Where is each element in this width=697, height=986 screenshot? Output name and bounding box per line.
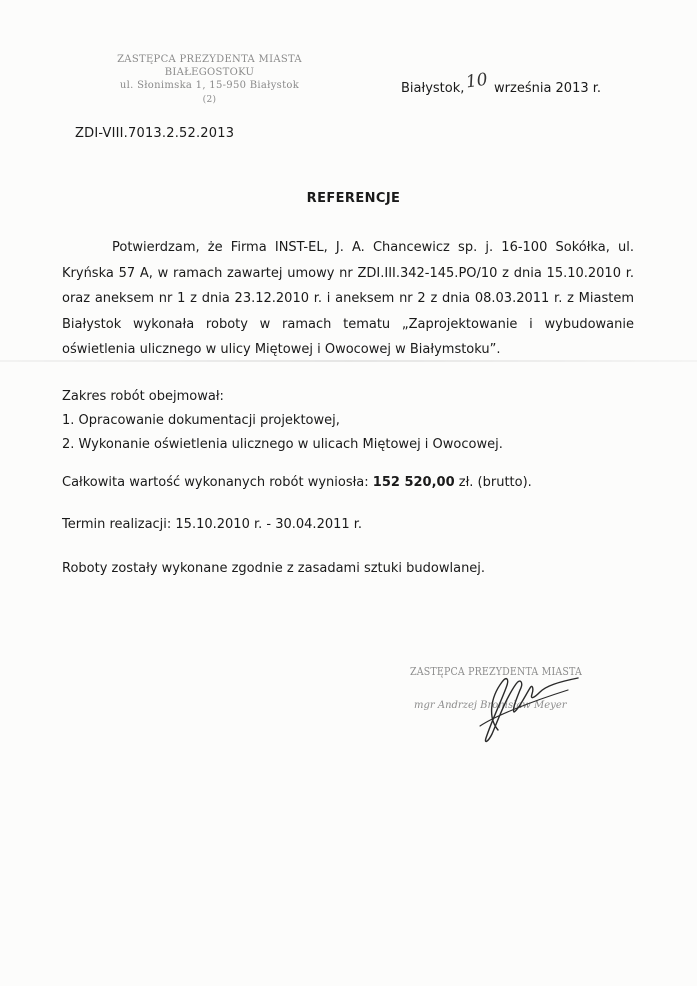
place-and-date <box>401 69 602 97</box>
stamp-line-address: ul. Słonimska 1, 15-950 Białystok <box>119 80 300 91</box>
scope-of-works <box>62 385 503 457</box>
total-amount: 152 520,00 <box>372 475 455 490</box>
total-value-line <box>62 475 532 490</box>
month-year-text: września 2013 r. <box>494 81 602 96</box>
total-suffix: zł. (brutto). <box>458 475 532 490</box>
place-text: Białystok, <box>401 81 465 96</box>
office-stamp <box>112 53 307 107</box>
reference-number: ZDI-VIII.7013.2.52.2013 <box>75 126 235 141</box>
stamp-line-title: ZASTĘPCA PREZYDENTA MIASTA <box>117 54 302 65</box>
handwritten-day: 10 <box>465 69 490 93</box>
signature-stroke <box>485 678 578 741</box>
realization-term: Termin realizacji: 15.10.2010 r. - 30.04.2011 r. <box>62 517 363 532</box>
signature-stamp-name: mgr Andrzej Bronisław Meyer <box>414 700 567 711</box>
scope-heading: Zakres robót obejmował: <box>62 389 224 404</box>
document-title: REFERENCJE <box>306 191 401 206</box>
handwritten-signature <box>440 668 590 748</box>
confirmation-paragraph: Potwierdzam, że Firma INST-EL, J. A. Chancewicz sp. j. 16-100 Sokółka, ul. Kryńska 57 A, w ramach zawartej umowy nr ZDI.III.342-145.PO/10 z dnia 15.10.2010 r. oraz aneksem nr 1 z dnia 23.12.2010 r. i aneksem nr 2 z dnia 08.03.2011 r. z Miastem Białystok wykonała roboty w ramach tematu „Zaprojektowanie i wybudowanie oświetlenia ulicznego w ulicy Miętowej i Owocowej w Białymstoku”. <box>62 240 634 357</box>
scope-item: 1. Opracowanie dokumentacji projektowej, <box>62 413 340 428</box>
stamp-line-city: BIAŁEGOSTOKU <box>164 67 255 78</box>
stamp-number: (2) <box>202 95 217 105</box>
total-prefix: Całkowita wartość wykonanych robót wyniosła: <box>62 475 369 490</box>
signature-stamp-title: ZASTĘPCA PREZYDENTA MIASTA <box>410 665 582 678</box>
final-statement: Roboty zostały wykonane zgodnie z zasadami sztuki budowlanej. <box>62 561 486 576</box>
scope-item: 2. Wykonanie oświetlenia ulicznego w ulicach Miętowej i Owocowej. <box>62 437 503 452</box>
